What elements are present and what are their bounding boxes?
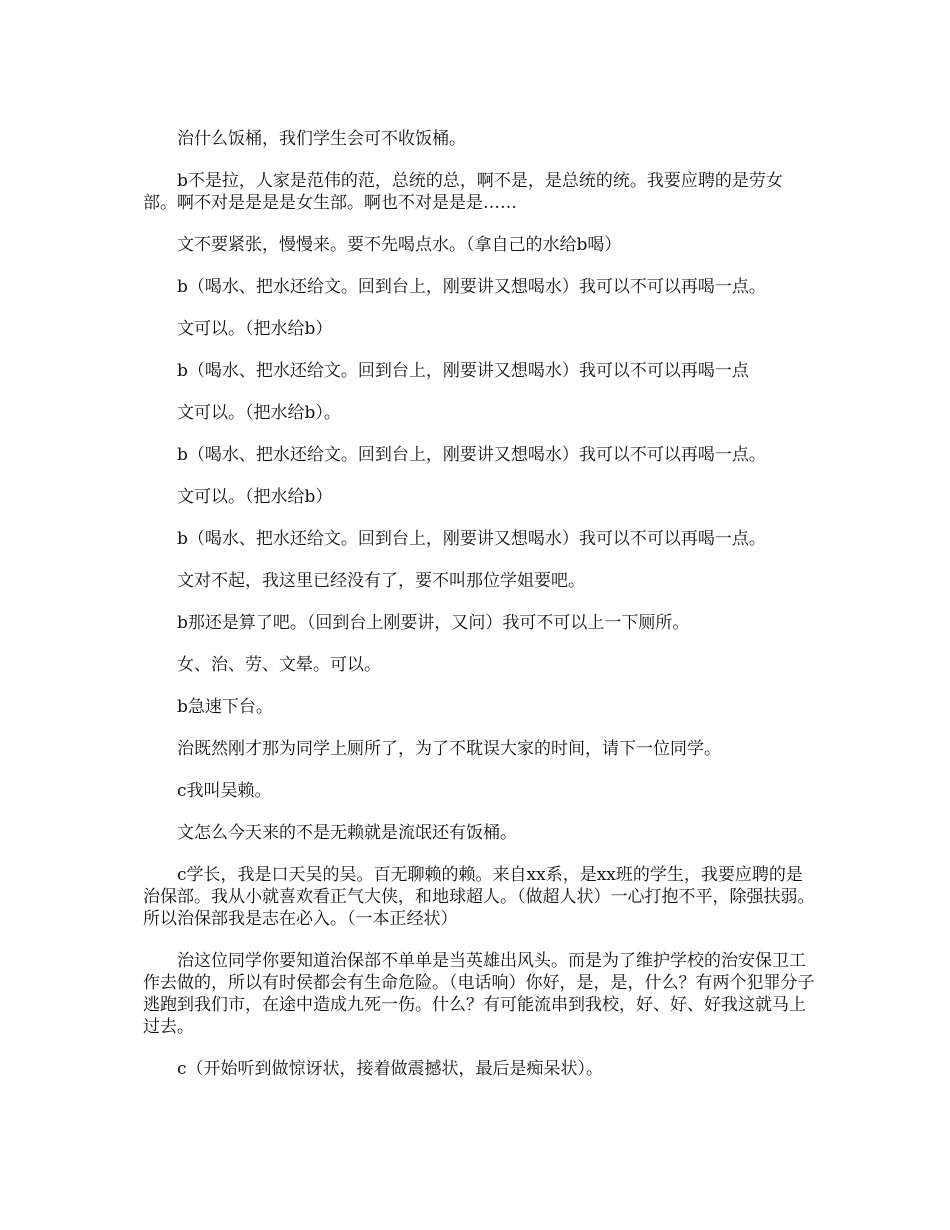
paragraph: b急速下台。 [177, 697, 273, 717]
paragraph: 治这位同学你要知道治保部不单单是当英雄出风头。而是为了维护学校的治安保卫工作去做的，所以有时侯都会有生命危险。（电话响）你好，是，是，什么？有两个犯罪分子逃跑到我们市，在途中造成九死一伤。什么？有可能流串到我校，好、好、好我这就马上过去。 [143, 951, 815, 1037]
paragraph: b那还是算了吧。（回到台上刚要讲，又问）我可不可以上一下厕所。 [177, 613, 690, 633]
paragraph: 文可以。（把水给b） [177, 487, 333, 507]
paragraph: 文可以。（把水给b） [177, 319, 333, 339]
paragraph: b（喝水、把水还给文。回到台上，刚要讲又想喝水）我可以不可以再喝一点。 [177, 277, 766, 297]
paragraph: 文对不起，我这里已经没有了，要不叫那位学姐要吧。 [177, 571, 585, 591]
document-body [143, 128, 815, 1100]
paragraph: c（开始听到做惊讶状，接着做震撼状，最后是痴呆状）。 [177, 1059, 604, 1079]
paragraph: 治既然刚才那为同学上厕所了，为了不耽误大家的时间，请下一位同学。 [177, 739, 721, 759]
paragraph: b（喝水、把水还给文。回到台上，刚要讲又想喝水）我可以不可以再喝一点。 [177, 445, 766, 465]
paragraph: b（喝水、把水还给文。回到台上，刚要讲又想喝水）我可以不可以再喝一点。 [177, 529, 766, 549]
paragraph: 治什么饭桶，我们学生会可不收饭桶。 [177, 129, 466, 149]
paragraph: c学长，我是口天吴的吴。百无聊赖的赖。来自xx系，是xx班的学生，我要应聘的是治保部。我从小就喜欢看正气大侠，和地球超人。（做超人状）一心打抱不平，除强扶弱。所以治保部我是志在必入。（一本正经状） [143, 865, 815, 929]
paragraph: 文不要紧张，慢慢来。要不先喝点水。（拿自己的水给b喝） [177, 235, 622, 255]
paragraph: b不是拉，人家是范伟的范，总统的总，啊不是，是总统的统。我要应聘的是劳女部。啊不对是是是是女生部。啊也不对是是是…… [143, 171, 783, 213]
paragraph: b（喝水、把水还给文。回到台上，刚要讲又想喝水）我可以不可以再喝一点 [177, 361, 749, 381]
paragraph: 文可以。（把水给b）。 [177, 403, 341, 423]
paragraph: 文怎么今天来的不是无赖就是流氓还有饭桶。 [177, 823, 517, 843]
paragraph: c我叫吴赖。 [177, 781, 272, 801]
paragraph: 女、治、劳、文晕。可以。 [177, 655, 381, 675]
